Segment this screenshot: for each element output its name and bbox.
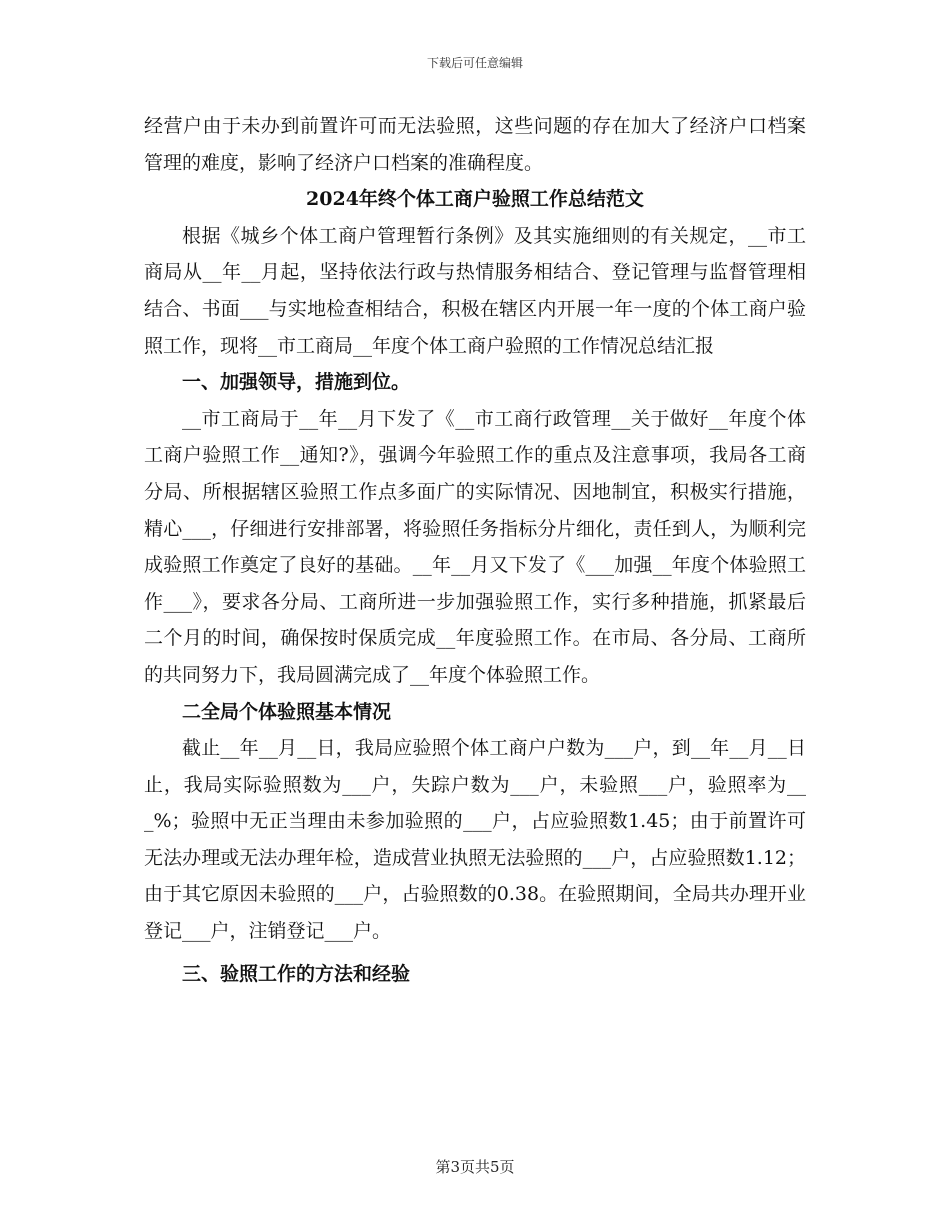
section-1-heading: 一、加强领导，措施到位。 (182, 371, 411, 394)
document-title: 2024年终个体工商户验照工作总结范文 (306, 188, 644, 211)
paragraph-3: 截止__年__月__日，我局应验照个体工商户户数为___户，到__年__月__日止，我局实际验照数为___户，失踪户数为___户，未验照___户，验照率为___%；验照中无正当理由未参加验照的___户，占应验照数1.45；由于前置许可无法办理或无法办理年检，造成营业执照无法验照的___户，占应验照数1.12；由于其它原因未验照的___户，占验照数的0.38。在验照期间，全局共办理开业登记___户，注销登记___户。 (144, 737, 806, 943)
paragraph-1: 根据《城乡个体工商户管理暂行条例》及其实施细则的有关规定，__市工商局从__年__月起，坚持依法行政与热情服务相结合、登记管理与监督管理相结合、书面___与实地检查相结合，积极在辖区内开展一年一度的个体工商户验照工作，现将__市工商局__年度个体工商户验照的工作情况总结汇报 (144, 224, 806, 357)
header-note: 下载后可任意编辑 (426, 56, 523, 70)
section-2-heading: 二全局个体验照基本情况 (182, 700, 392, 723)
paragraph-2: __市工商局于__年__月下发了《__市工商行政管理__关于做好__年度个体工商户验照工作__通知?》，强调今年验照工作的重点及注意事项，我局各工商分局、所根据辖区验照工作点多面广的实际情况、因地制宜，积极实行措施，精心___，仔细进行安排部署，将验照任务指标分片细化，责任到人，为顺利完成验照工作奠定了良好的基础。__年__月又下发了《___加强__年度个体验照工作___》，要求各分局、工商所进一步加强验照工作，实行多种措施，抓紧最后二个月的时间，确保按时保质完成__年度验照工作。在市局、各分局、工商所的共同努力下，我局圆满完成了__年度个体验照工作。 (144, 407, 806, 686)
intro-paragraph: 经营户由于未办到前置许可而无法验照，这些问题的存在加大了经济户口档案管理的难度，影响了经济户口档案的准确程度。 (144, 115, 806, 174)
document-body (144, 108, 806, 992)
page-indicator: 第3页共5页 (435, 1158, 515, 1176)
section-3-heading: 三、验照工作的方法和经验 (182, 962, 411, 985)
